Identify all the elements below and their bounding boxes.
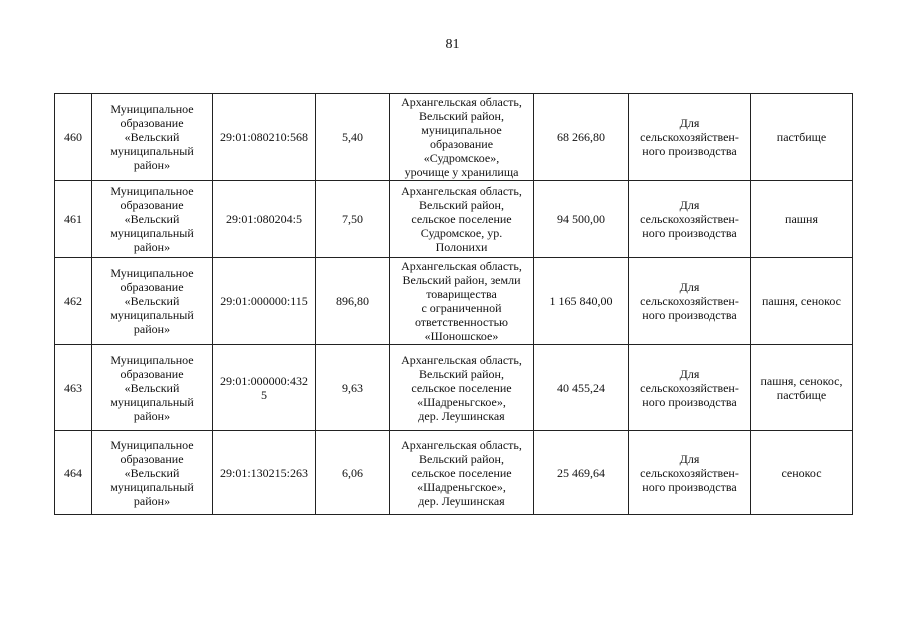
land-plots-table (54, 93, 853, 515)
land-category-cell: Для сельскохозяйствен- ного производства (629, 431, 751, 515)
location-cell: Архангельская область, Вельский район, сельское поселение Судромское, ур. Полонихи (390, 181, 534, 258)
row-number-cell: 460 (55, 94, 92, 181)
table-row (55, 431, 853, 515)
cadastral-value-cell: 40 455,24 (534, 345, 629, 431)
cadastral-value-cell: 1 165 840,00 (534, 258, 629, 345)
land-use-cell: пашня, сенокос (751, 258, 853, 345)
cadastral-number-cell: 29:01:000000:115 (213, 258, 316, 345)
owner-cell: Муниципальное образование «Вельский муниципальный район» (92, 258, 213, 345)
location-cell: Архангельская область, Вельский район, муниципальное образование «Судромское», урочище у хранилища (390, 94, 534, 181)
location-cell: Архангельская область, Вельский район, сельское поселение «Шадреньгское», дер. Леушинская (390, 431, 534, 515)
table-row (55, 258, 853, 345)
cadastral-value-cell: 25 469,64 (534, 431, 629, 515)
row-number-cell: 464 (55, 431, 92, 515)
cadastral-number-cell: 29:01:000000:432 5 (213, 345, 316, 431)
area-cell: 6,06 (316, 431, 390, 515)
table-row (55, 181, 853, 258)
row-number-cell: 463 (55, 345, 92, 431)
page-number: 81 (445, 37, 460, 52)
row-number-cell: 461 (55, 181, 92, 258)
land-category-cell: Для сельскохозяйствен- ного производства (629, 94, 751, 181)
land-use-cell: сенокос (751, 431, 853, 515)
owner-cell: Муниципальное образование «Вельский муниципальный район» (92, 94, 213, 181)
area-cell: 9,63 (316, 345, 390, 431)
cadastral-value-cell: 94 500,00 (534, 181, 629, 258)
location-cell: Архангельская область, Вельский район, земли товарищества с ограниченной ответственностью «Шоношское» (390, 258, 534, 345)
table-row (55, 345, 853, 431)
cadastral-number-cell: 29:01:080204:5 (213, 181, 316, 258)
area-cell: 7,50 (316, 181, 390, 258)
cadastral-number-cell: 29:01:130215:263 (213, 431, 316, 515)
table-row (55, 94, 853, 181)
land-category-cell: Для сельскохозяйствен- ного производства (629, 345, 751, 431)
land-use-cell: пастбище (751, 94, 853, 181)
location-cell: Архангельская область, Вельский район, сельское поселение «Шадреньгское», дер. Леушинская (390, 345, 534, 431)
land-category-cell: Для сельскохозяйствен- ного производства (629, 181, 751, 258)
owner-cell: Муниципальное образование «Вельский муниципальный район» (92, 345, 213, 431)
land-category-cell: Для сельскохозяйствен- ного производства (629, 258, 751, 345)
land-use-cell: пашня (751, 181, 853, 258)
cadastral-number-cell: 29:01:080210:568 (213, 94, 316, 181)
area-cell: 5,40 (316, 94, 390, 181)
land-use-cell: пашня, сенокос, пастбище (751, 345, 853, 431)
owner-cell: Муниципальное образование «Вельский муниципальный район» (92, 431, 213, 515)
row-number-cell: 462 (55, 258, 92, 345)
owner-cell: Муниципальное образование «Вельский муниципальный район» (92, 181, 213, 258)
cadastral-value-cell: 68 266,80 (534, 94, 629, 181)
area-cell: 896,80 (316, 258, 390, 345)
